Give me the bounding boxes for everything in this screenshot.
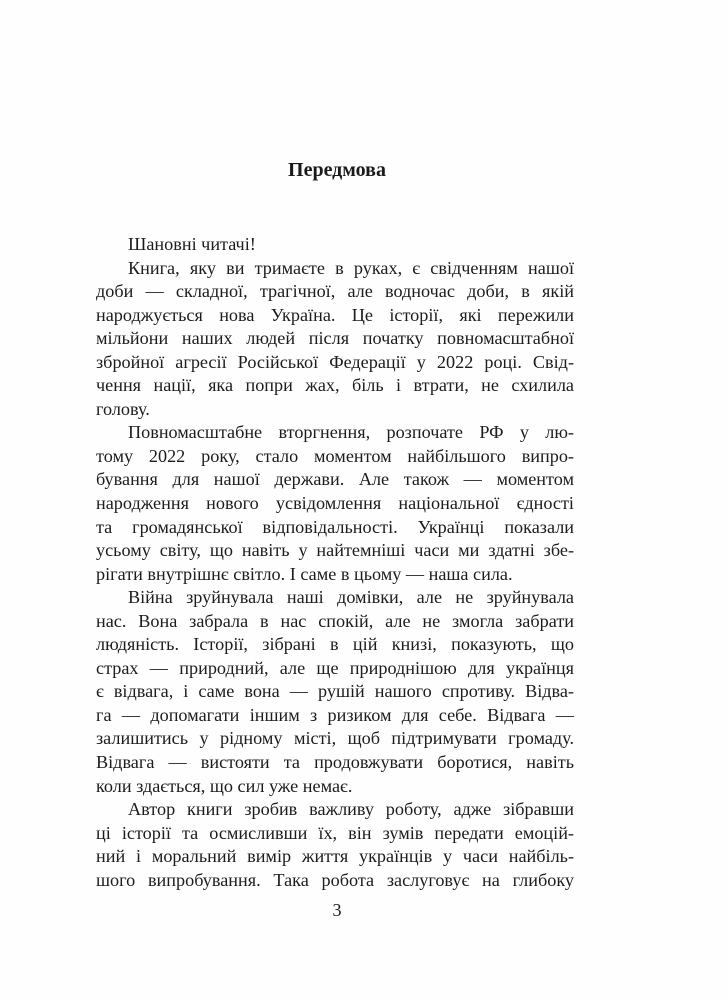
text-line: доби — складної, трагічної, але водночас доби, в якій — [96, 281, 574, 302]
text-line: мільйони наших людей після початку повномасштабної — [96, 328, 574, 349]
text-line: Війна зруйнувала наші домівки, але не зруйнувала — [128, 587, 574, 608]
paragraph — [96, 798, 574, 892]
body-text — [96, 233, 574, 892]
text-line: га — допомагати іншим з ризиком для себе. Відвага — — [96, 704, 574, 725]
text-line: народження нового усвідомлення національної єдності — [96, 493, 574, 514]
text-line: ний і моральний вимір життя українців у часи найбіль- — [96, 846, 574, 867]
text-line: Повномасштабне вторгнення, розпочате РФ у лю- — [128, 422, 574, 443]
text-line: голову. — [96, 398, 150, 419]
paragraph-greeting — [96, 233, 574, 257]
paragraph — [96, 421, 574, 586]
text-line: та громадянської відповідальності. Українці показали — [96, 516, 574, 537]
text-line: тому 2022 року, стало моментом найбільшого випро- — [96, 445, 574, 466]
text-line: Відвага — вистояти та продовжувати боротися, навіть — [96, 752, 574, 773]
text-line: ці історії та осмисливши їх, він зумів передати емоцій- — [96, 822, 574, 843]
text-line: Шановні читачі! — [128, 234, 256, 254]
text-line: є відвага, і саме вона — рушій нашого спротиву. Відва- — [96, 681, 574, 702]
text-line: залишитись у рідному місті, щоб підтримувати громаду. — [96, 728, 574, 749]
text-line: народжується нова Україна. Це історії, які пережили — [96, 304, 574, 325]
text-line: страх — природний, але ще природнішою для українця — [96, 657, 574, 678]
paragraph — [96, 257, 574, 422]
text-line: усьому світу, що навіть у найтемніші часи ми здатні збе- — [96, 540, 574, 561]
text-line: бування для нашої держави. Але також — моментом — [96, 469, 574, 490]
text-line: нас. Вона забрала в нас спокій, але не змогла забрати — [96, 610, 574, 631]
text-line: шого випробування. Така робота заслуговує на глибоку — [96, 869, 574, 890]
text-line: рігати внутрішнє світло. І саме в цьому — наша сила. — [96, 563, 513, 584]
paragraph — [96, 586, 574, 798]
text-line: чення нації, яка попри жах, біль і втрати, не схилила — [96, 375, 574, 396]
text-line: Книга, яку ви тримаєте в руках, є свідченням нашої — [128, 257, 574, 278]
text-line: Автор книги зробив важливу роботу, адже зібравши — [128, 799, 574, 820]
text-line: збройної агресії Російської Федерації у 2022 році. Свід- — [96, 351, 574, 372]
text-line: людяність. Історії, зібрані в цій книзі, показують, що — [96, 634, 574, 655]
page-title: Передмова — [288, 159, 386, 181]
text-line: коли здається, що сил уже немає. — [96, 775, 353, 796]
page-number: 3 — [332, 900, 342, 920]
